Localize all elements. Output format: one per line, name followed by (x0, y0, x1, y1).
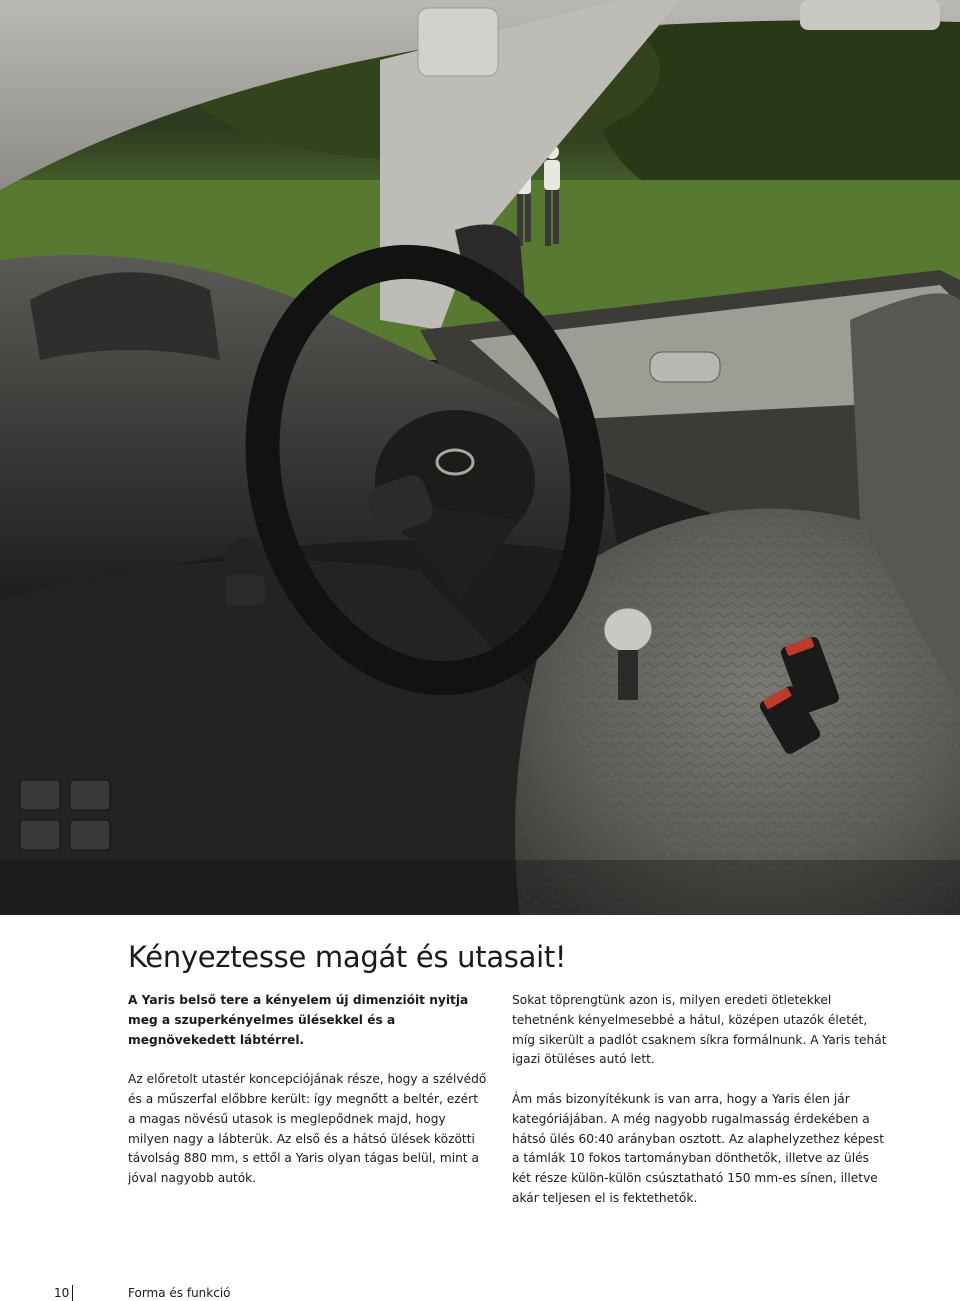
page-number: 10 (54, 1286, 70, 1300)
door-handle (650, 352, 720, 382)
left-text-column (128, 991, 488, 1209)
page-footer (0, 1285, 960, 1301)
footer-divider (72, 1285, 73, 1301)
body-paragraph: Ám más bizonyítékunk is van arra, hogy a Yaris élen jár kategóriájában. A még nagyobb rugalmasság érdekében a hátsó ülés 60:40 arányban osztott. Az alaphelyzethez képest a támlák 10 fokos tartományban dönthetők, illetve az ülés két része külön-külön csúsztatható 150 mm-es sínen, illetve akár teljesen el is fektethetők. (512, 1091, 885, 1205)
lead-paragraph: A Yaris belső tere a kényelem új dimenzióit nyitja meg a szuperkényelmes ülésekkel és a megnövekedett lábtérrel. (128, 993, 469, 1047)
rearview-mirror (418, 8, 498, 76)
body-paragraph: Sokat töprengtünk azon is, milyen eredeti ötletekkel tehetnénk kényelmesebbé a hátul, középen utazók életét, míg sikerült a padlót csaknem síkra formálnunk. A Yaris tehát igazi ötüléses autó lett. (512, 993, 887, 1067)
right-text-column (512, 991, 890, 1229)
gear-knob (604, 608, 652, 652)
section-name: Forma és funkció (128, 1286, 231, 1300)
body-paragraph: Az előretolt utastér koncepciójának része, hogy a szélvédő és a műszerfal előbbre került: így megnőtt a beltér, ezért a magas növésű utasok is meglepődnek majd, hogy milyen nagy a lábterük. Az első és a hátsó ülések közötti távolság 880 mm, s ettől a Yaris olyan tágas belül, mint a jóval nagyobb autók. (128, 1072, 487, 1186)
sun-visor (800, 0, 940, 30)
page-title: Kényeztesse magát és utasait! (128, 940, 567, 974)
